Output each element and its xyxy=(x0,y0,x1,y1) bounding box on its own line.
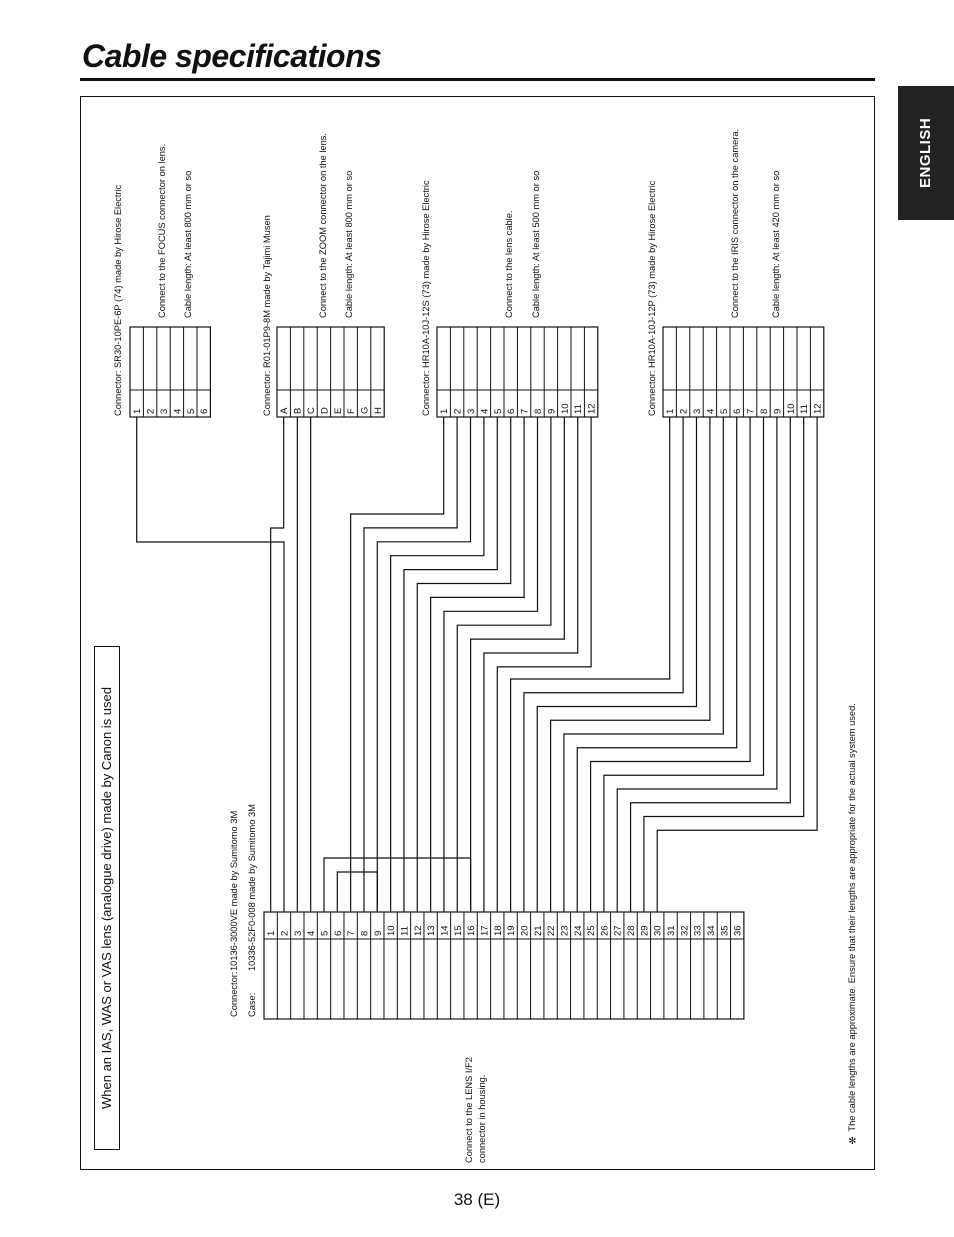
pin-label: 11 xyxy=(399,926,411,936)
pin-label: 2 xyxy=(678,408,690,414)
wire-iris xyxy=(604,417,764,912)
lens-cable-connect-text: Connect to the lens cable. xyxy=(504,210,514,318)
language-tab-label: ENGLISH xyxy=(917,117,934,189)
case-value: 10336-52F0-008 made by Sumitomo 3M xyxy=(247,804,257,971)
pin-label: 13 xyxy=(426,925,438,936)
pin-label: 12 xyxy=(586,403,598,414)
pin-label: 11 xyxy=(573,404,585,414)
pin-label: 4 xyxy=(306,930,318,936)
pin-label: 3 xyxy=(292,930,304,936)
pin-label: 25 xyxy=(586,925,598,936)
pin-label: 9 xyxy=(546,408,558,414)
pin-label: 24 xyxy=(572,925,584,936)
pin-label: 2 xyxy=(452,408,464,414)
focus-connector-label: Connector: SR30-10PE-6P (74) made by Hirose Electric xyxy=(113,184,123,416)
pin-label: H xyxy=(373,407,384,414)
pin-label: 20 xyxy=(519,925,531,936)
iris-connector-label: Connector: HR10A-10J-12P (73) made by Hirose Electric xyxy=(647,180,657,416)
pin-label: 1 xyxy=(439,408,451,414)
pin-label: 32 xyxy=(679,925,691,936)
case-label: Case: xyxy=(247,992,257,1017)
pin-label: B xyxy=(292,407,304,414)
pin-label: 17 xyxy=(479,925,491,936)
pin-label: 8 xyxy=(759,408,770,414)
pin-label: 4 xyxy=(705,408,717,414)
pin-label: 23 xyxy=(559,925,571,936)
focus-connect-text: Connect to the FOCUS connector on lens. xyxy=(157,143,167,318)
pin-label: 33 xyxy=(692,925,704,936)
cable-length-note: ✻ The cable lengths are approximate. Ensure that their lengths are appropriate for the actual system used. xyxy=(847,703,857,1145)
pin-label: 3 xyxy=(159,408,170,414)
pin-label: 1 xyxy=(266,930,278,936)
pin-label: 2 xyxy=(145,408,157,414)
pin-label: 5 xyxy=(185,408,197,414)
main-connector-label xyxy=(229,740,240,1017)
pin-label: 29 xyxy=(639,925,651,936)
iris-connect-text: Connect to the IRIS connector on the camera. xyxy=(730,128,740,318)
pin-label: 12 xyxy=(412,925,424,936)
diagram-heading: When an IAS, WAS or VAS lens (analogue drive) made by Canon is used xyxy=(99,687,114,1109)
pin-label: 3 xyxy=(692,408,703,414)
pin-label: 6 xyxy=(506,408,518,414)
pin-label: 21 xyxy=(532,925,544,936)
pin-label: 8 xyxy=(359,930,371,936)
pin-label: 28 xyxy=(626,925,638,936)
pin-label: 5 xyxy=(319,930,331,936)
pin-label: 7 xyxy=(745,408,757,414)
page-title: Cable specifications xyxy=(82,38,382,74)
pin-label: 31 xyxy=(666,925,678,936)
iris-cable-length: Cable length: At least 420 mm or so xyxy=(771,170,781,318)
diagram-heading-box xyxy=(94,646,120,1150)
pin-label: 10 xyxy=(386,925,398,936)
pin-label: 8 xyxy=(533,408,544,414)
connector-value: 10136-3000VE made by Sumitomo 3M xyxy=(229,810,239,971)
pin-label: G xyxy=(359,406,371,414)
wire-loop-5-16 xyxy=(324,858,471,912)
pin-label: 26 xyxy=(599,925,611,936)
pin-label: 30 xyxy=(652,925,664,936)
wire-zoom-a xyxy=(271,417,284,912)
pin-label: 34 xyxy=(706,925,718,936)
pin-label: 10 xyxy=(559,403,571,414)
pin-label: 9 xyxy=(372,930,384,936)
zoom-connect-text: Connect to the ZOOM connector on the lens. xyxy=(318,132,328,318)
page-number: 38 (E) xyxy=(453,1190,501,1209)
pin-label: 6 xyxy=(199,408,211,414)
zoom-connector-label: Connector: R01-01P9-8M made by Tajimi Musen xyxy=(262,215,272,416)
pin-label: A xyxy=(279,407,291,414)
pin-label: 3 xyxy=(466,408,477,414)
focus-cable-length: Cable length: At least 800 mm or so xyxy=(183,170,193,318)
wire-iris xyxy=(591,417,751,912)
pin-label: 9 xyxy=(772,408,784,414)
pin-label: 15 xyxy=(452,925,464,936)
lens-if2-text-line1: Connect to the LENS I/F2 xyxy=(464,1057,474,1163)
pin-label: 1 xyxy=(132,408,144,414)
wire-loop-6-9 xyxy=(337,872,377,912)
pin-label: 11 xyxy=(799,404,811,414)
pin-label: D xyxy=(319,407,331,414)
connector-label: Connector: xyxy=(229,971,239,1017)
pin-label: 36 xyxy=(732,925,744,936)
wire-lens-cable xyxy=(351,417,444,912)
pin-label: E xyxy=(332,407,344,414)
pin-label: 6 xyxy=(332,930,344,936)
pin-label: 19 xyxy=(506,925,518,936)
pin-label: 12 xyxy=(812,403,824,414)
pin-label: 6 xyxy=(732,408,744,414)
pin-label: 5 xyxy=(718,408,730,414)
pin-label: 5 xyxy=(492,408,504,414)
pin-label: 2 xyxy=(279,930,291,936)
pin-label: 35 xyxy=(719,925,731,936)
pin-label: 16 xyxy=(466,925,478,936)
pin-label: 4 xyxy=(479,408,491,414)
pin-label: 18 xyxy=(492,925,504,936)
lens-if2-text-line2: connector in housing. xyxy=(477,1074,487,1163)
pin-label: 10 xyxy=(785,403,797,414)
main-case-label xyxy=(247,740,258,1017)
pin-label: 27 xyxy=(612,925,624,936)
pin-label: C xyxy=(306,407,317,414)
pin-label: 4 xyxy=(172,408,184,414)
pin-label: 22 xyxy=(546,925,558,936)
zoom-cable-length: Cable length: At least 800 mm or so xyxy=(344,170,354,318)
wire-focus-1 xyxy=(137,417,284,912)
pin-label: 14 xyxy=(439,925,451,936)
pin-label: F xyxy=(346,408,358,414)
pin-label: 7 xyxy=(346,930,358,936)
pin-label: 7 xyxy=(519,408,531,414)
wire-lens-cable xyxy=(404,417,497,912)
lens-cable-connector-label: Connector: HR10A-10J-12S (73) made by Hirose Electric xyxy=(421,180,431,416)
lens-cable-length: Cable length: At least 500 mm or so xyxy=(531,170,541,318)
pin-label: 1 xyxy=(665,408,677,414)
